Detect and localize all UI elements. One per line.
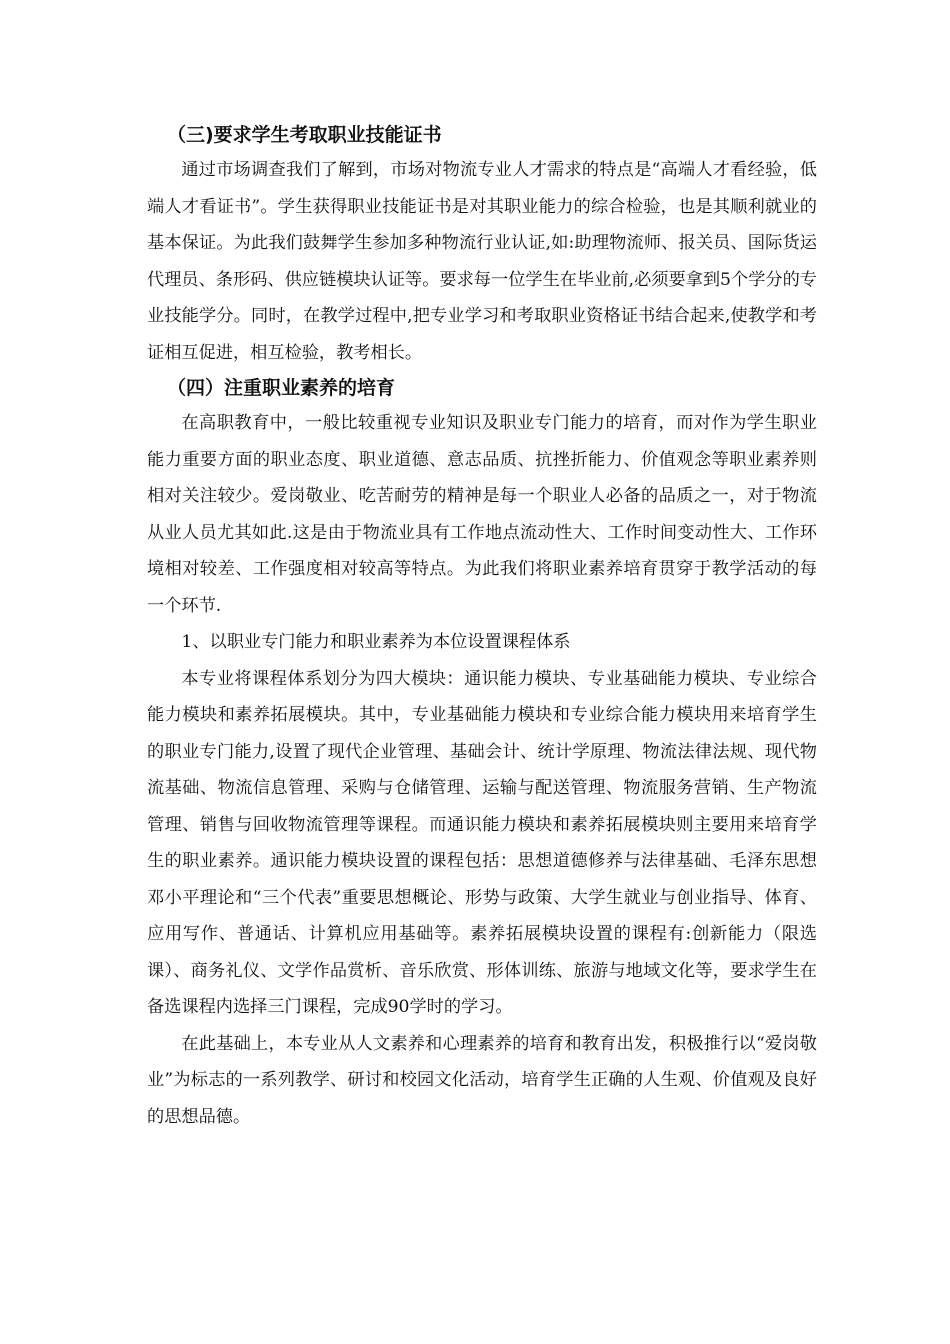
section-4-subheading-1: 1、以职业专门能力和职业素养为本位设置课程体系: [181, 632, 571, 652]
section-3-heading: （三)要求学生考取职业技能证书: [167, 124, 442, 146]
section-4-paragraph-1: 在高职教育中，一般比较重视专业知识及职业专门能力的培育，而对作为学生职业能力重要方面的职业态度、职业道德、意志品质、抗挫折能力、价值观念等职业素养则相对关注较少。爱岗敬业、吃苦耐劳的精神是每一个职业人必备的品质之一，对于物流从业人员尤其如此.这是由于物流业具有工作地点流动性大、工作时间变动性大、工作环境相对较差、工作强度相对较高等特点。为此我们将职业素养培育贯穿于教学活动的每一个环节.: [147, 413, 817, 616]
section-4-paragraph-2: 本专业将课程体系划分为四大模块：通识能力模块、专业基础能力模块、专业综合能力模块和素养拓展模块。其中，专业基础能力模块和专业综合能力模块用来培育学生的职业专门能力,设置了现代企业管理、基础会计、统计学原理、物流法律法规、现代物流基础、物流信息管理、采购与仓储管理、运输与配送管理、物流服务营销、生产物流管理、销售与回收物流管理等课程。而通识能力模块和素养拓展模块则主要用来培育学生的职业素养。通识能力模块设置的课程包括：思想道德修养与法律基础、毛泽东思想邓小平理论和“三个代表”重要思想概论、形势与政策、大学生就业与创业指导、体育、应用写作、普通话、计算机应用基础等。素养拓展模块设置的课程有:创新能力（限选课）、商务礼仪、文学作品赏析、音乐欣赏、形体训练、旅游与地域文化等，要求学生在备选课程内选择三门课程，完成90学时的学习。: [147, 668, 817, 1017]
section-4-heading: （四）注重职业素养的培育: [167, 377, 396, 399]
document-page: [147, 118, 817, 1135]
section-4-paragraph-3: 在此基础上，本专业从人文素养和心理素养的培育和教育出发，积极推行以“爱岗敬业”为标志的一系列教学、研讨和校园文化活动，培育学生正确的人生观、价值观及良好的思想品德。: [147, 1033, 817, 1127]
section-3-paragraph: 通过市场调查我们了解到，市场对物流专业人才需求的特点是“高端人才看经验，低端人才看证书”。学生获得职业技能证书是对其职业能力的综合检验，也是其顺利就业的基本保证。为此我们鼓舞学生参加多种物流行业认证,如:助理物流师、报关员、国际货运代理员、条形码、供应链模块认证等。要求每一位学生在毕业前,必须要拿到5个学分的专业技能学分。同时，在教学过程中,把专业学习和考取职业资格证书结合起来,使教学和考证相互促进，相互检验，教考相长。: [147, 160, 817, 363]
